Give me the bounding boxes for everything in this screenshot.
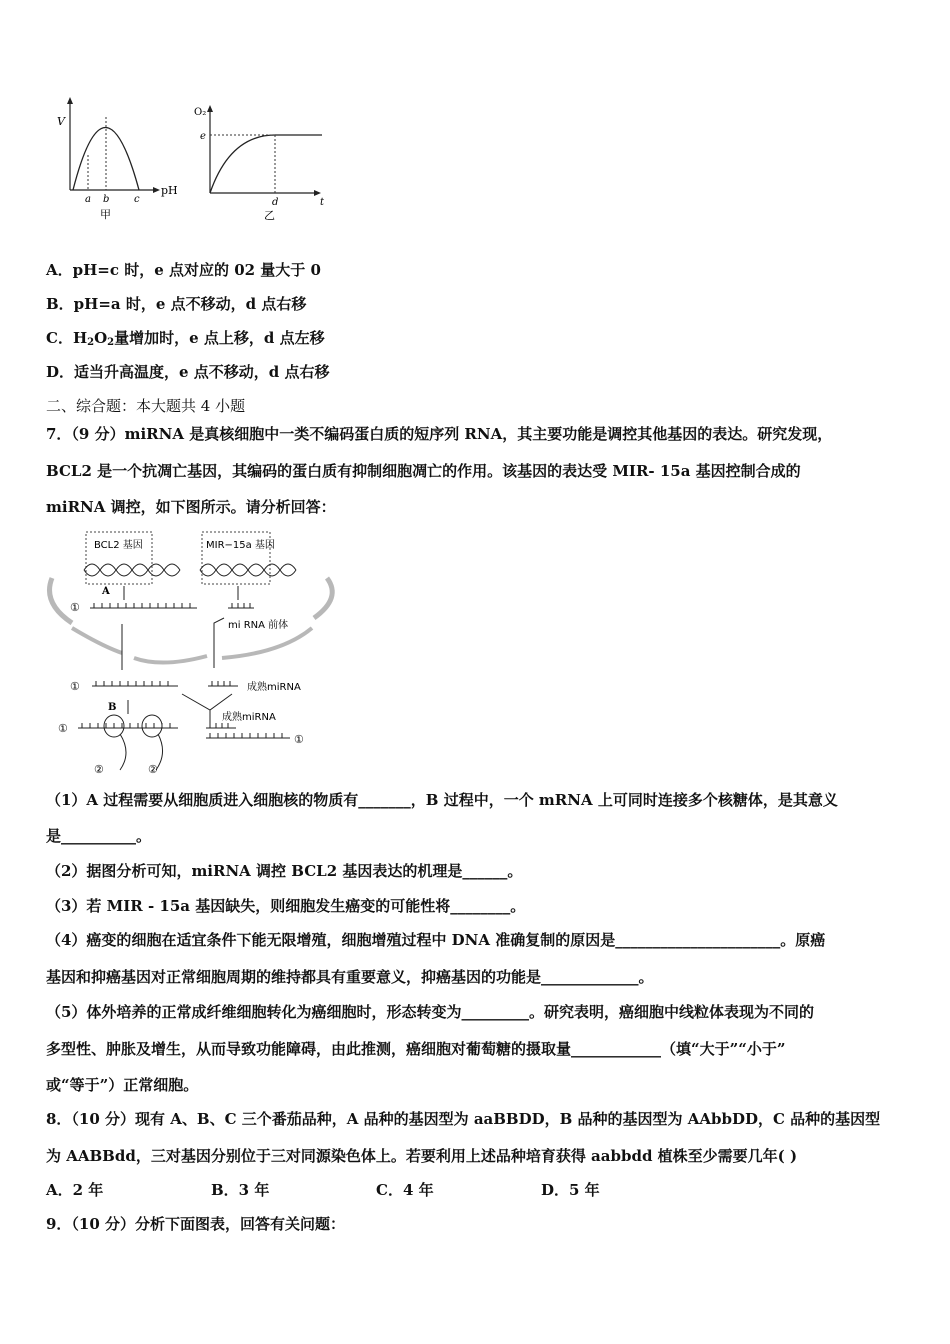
mirna-precursor-label: mi RNA 前体 [228, 620, 289, 631]
q7-part-4: （4）癌变的细胞在适宜条件下能无限增殖，细胞增殖过程中 DNA 准确复制的原因是______________________。原癌 [46, 931, 826, 949]
q7-part-5: （5）体外培养的正常成纤维细胞转化为癌细胞时，形态转变为_________。研究表明，癌细胞中线粒体表现为不同的 [46, 1003, 814, 1021]
graph-yi [190, 95, 330, 225]
section-heading: 二、综合题：本大题共 4 小题 [46, 397, 246, 415]
tick-b: b [103, 194, 110, 205]
q7-stem-line: 7．（9 分）miRNA 是真核细胞中一类不编码蛋白质的短序列 RNA，其主要功能是调控其他基因的表达。研究发现， [46, 425, 833, 443]
q9-stem-line: 9．（10 分）分析下面图表，回答有关问题： [46, 1215, 346, 1233]
q7-part-4: 基因和抑癌基因对正常细胞周期的维持都具有重要意义，抑癌基因的功能是_____________。 [46, 968, 654, 986]
mir-gene-label: MIR−15a 基因 [206, 540, 275, 551]
subscript: 2 [87, 337, 95, 348]
q7-part-3: （3）若 MIR - 15a 基因缺失，则细胞发生癌变的可能性将________。 [46, 897, 526, 915]
q8-option-a: A．2 年 [46, 1181, 104, 1199]
q8-options [46, 1180, 706, 1200]
marker-2: ② [148, 763, 158, 776]
option-c-text: 量增加时，e 点上移，d 点左移 [114, 329, 325, 347]
process-a-label: A [102, 586, 110, 597]
q8-stem-line: 8．（10 分）现有 A、B、C 三个番茄品种，A 品种的基因型为 aaBBDD，B 品种的基因型为 AAbbDD，C 品种的基因型 [46, 1110, 881, 1128]
option-c [46, 328, 325, 353]
option-c-text: O [94, 329, 108, 347]
q8-option-b: B．3 年 [211, 1181, 270, 1199]
q7-part-5: 多型性、肿胀及增生，从而导致功能障碍，由此推测，癌细胞对葡萄糖的摄取量____________（填“大于”“小于” [46, 1040, 786, 1058]
option-a: A．pH=c 时，e 点对应的 02 量大于 0 [46, 261, 321, 279]
q7-part-2: （2）据图分析可知，miRNA 调控 BCL2 基因表达的机理是______。 [46, 862, 523, 880]
q7-part-1: 是__________。 [46, 827, 152, 845]
marker-1: ① [58, 722, 68, 735]
mature-mirna-label: 成熟miRNA [247, 682, 301, 693]
tick-c: c [134, 194, 140, 205]
option-c-text: C．H [46, 329, 88, 347]
marker-1: ① [294, 733, 304, 746]
tick-e: e [200, 131, 206, 142]
graph-caption: 甲 [100, 208, 111, 221]
y-axis-label: V [57, 115, 65, 128]
option-d: D．适当升高温度，e 点不移动，d 点右移 [46, 363, 330, 381]
option-b: B．pH=a 时，e 点不移动，d 点右移 [46, 295, 307, 313]
q8-stem-line: 为 AABBdd，三对基因分别位于三对同源染色体上。若要利用上述品种培育获得 aabbdd 植株至少需要几年( ) [46, 1147, 798, 1165]
q7-stem-line: miRNA 调控，如下图所示。请分析回答： [46, 498, 336, 516]
mirna-diagram [42, 528, 342, 778]
q7-part-5: 或“等于”）正常细胞。 [46, 1076, 199, 1094]
graph-jia [55, 95, 185, 225]
x-axis-label: t [320, 197, 325, 208]
marker-2: ② [94, 763, 104, 776]
tick-a: a [85, 194, 91, 205]
subscript: 2 [107, 337, 115, 348]
marker-1: ① [70, 601, 80, 614]
marker-1: ① [70, 680, 80, 693]
q7-stem-line: BCL2 是一个抗凋亡基因，其编码的蛋白质有抑制细胞凋亡的作用。该基因的表达受 MIR- 15a 基因控制合成的 [46, 462, 801, 480]
y-axis-label: O₂ [194, 107, 207, 118]
bcl2-gene-label: BCL2 基因 [94, 540, 143, 551]
q8-option-c: C．4 年 [376, 1181, 434, 1199]
mature-mirna-label: 成熟miRNA [222, 712, 276, 723]
x-axis-label: pH [161, 184, 178, 197]
graph-caption: 乙 [264, 209, 275, 222]
tick-d: d [272, 197, 279, 208]
q7-part-1: （1）A 过程需要从细胞质进入细胞核的物质有_______，B 过程中，一个 mRNA 上可同时连接多个核糖体，是其意义 [46, 791, 838, 809]
process-b-label: B [108, 702, 117, 713]
q8-option-d: D．5 年 [541, 1181, 600, 1199]
